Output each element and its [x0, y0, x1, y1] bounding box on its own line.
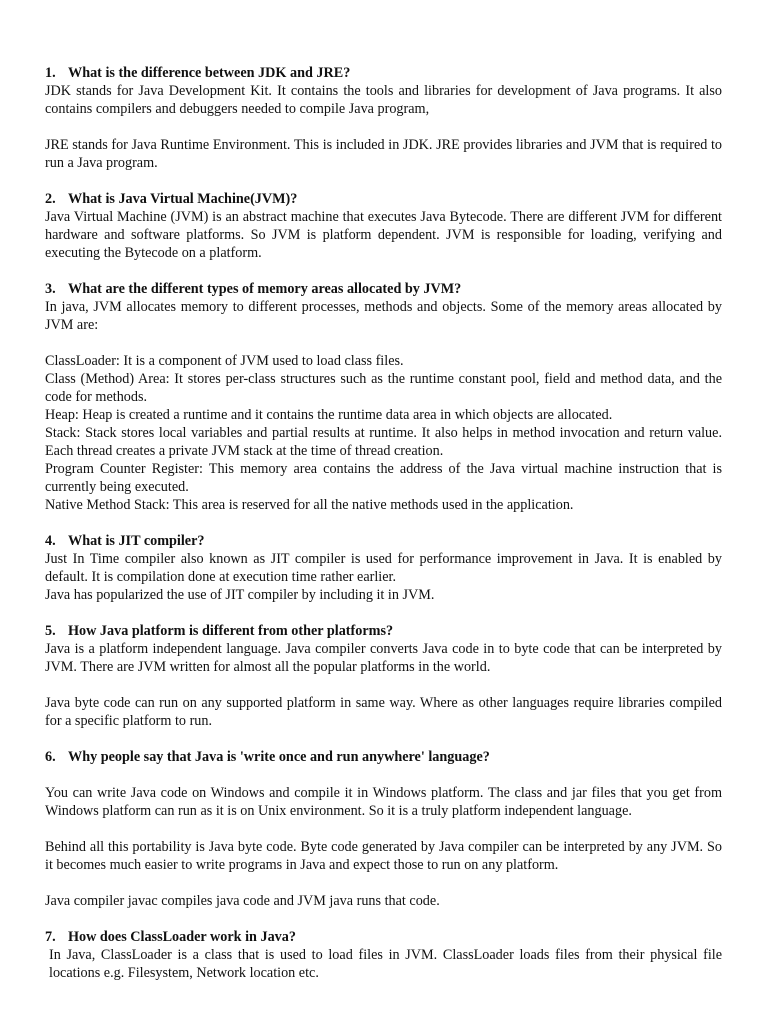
- question-heading: [45, 532, 722, 550]
- qa-section-7: [45, 928, 722, 982]
- question-number: 3.: [45, 281, 56, 297]
- question-text: What is JIT compiler?: [68, 533, 205, 549]
- question-heading: [45, 64, 722, 82]
- memory-area-item: Class (Method) Area: It stores per-class structures such as the runtime constant pool, field and method data, and the code for methods.: [45, 371, 722, 405]
- answer-paragraph: Just In Time compiler also known as JIT compiler is used for performance improvement in Java. It is enabled by default. It is compilation done at execution time rather earlier.: [45, 551, 722, 585]
- question-text: Why people say that Java is 'write once and run anywhere' language?: [68, 749, 490, 765]
- question-number: 7.: [45, 929, 56, 945]
- answer-paragraph: Java is a platform independent language. Java compiler converts Java code in to byte code that can be interpreted by JVM. There are JVM written for almost all the popular platforms in the world.: [45, 641, 722, 675]
- question-text: What is Java Virtual Machine(JVM)?: [68, 191, 298, 207]
- memory-area-item: ClassLoader: It is a component of JVM used to load class files.: [45, 353, 404, 369]
- answer-paragraph: JDK stands for Java Development Kit. It contains the tools and libraries for development of Java programs. It also contains compilers and debuggers needed to compile Java program,: [45, 83, 722, 117]
- answer-paragraph: Java Virtual Machine (JVM) is an abstract machine that executes Java Bytecode. There are different JVM for different hardware and software platforms. So JVM is platform dependent. JVM is responsible for loading, verifying and executing the Bytecode on a platform.: [45, 209, 722, 261]
- answer-paragraph: You can write Java code on Windows and compile it in Windows platform. The class and jar files that you get from Windows platform can run as it is on Unix environment. So it is a truly platform independent language.: [45, 785, 722, 819]
- question-heading: [45, 928, 722, 946]
- memory-area-item: Heap: Heap is created a runtime and it contains the runtime data area in which objects are allocated.: [45, 407, 613, 423]
- answer-paragraph: Java compiler javac compiles java code and JVM java runs that code.: [45, 893, 440, 909]
- qa-section-3: [45, 280, 722, 514]
- qa-section-1: [45, 64, 722, 172]
- qa-section-2: [45, 190, 722, 262]
- question-heading: [45, 280, 722, 298]
- question-heading: [45, 622, 722, 640]
- question-text: How does ClassLoader work in Java?: [68, 929, 296, 945]
- question-text: What are the different types of memory areas allocated by JVM?: [68, 281, 462, 297]
- question-number: 6.: [45, 749, 56, 765]
- answer-paragraph: JRE stands for Java Runtime Environment. This is included in JDK. JRE provides libraries and JVM that is required to run a Java program.: [45, 137, 722, 171]
- document-page: [45, 64, 722, 982]
- question-number: 2.: [45, 191, 56, 207]
- question-heading: [45, 748, 722, 766]
- memory-area-item: Native Method Stack: This area is reserved for all the native methods used in the application.: [45, 497, 574, 513]
- qa-section-4: [45, 532, 722, 604]
- qa-section-6: [45, 748, 722, 910]
- question-heading: [45, 190, 722, 208]
- question-text: What is the difference between JDK and JRE?: [68, 65, 351, 81]
- question-number: 5.: [45, 623, 56, 639]
- answer-paragraph: Java byte code can run on any supported platform in same way. Where as other languages require libraries compiled for a specific platform to run.: [45, 695, 722, 729]
- answer-paragraph: In java, JVM allocates memory to different processes, methods and objects. Some of the memory areas allocated by JVM are:: [45, 299, 722, 333]
- memory-area-item: Stack: Stack stores local variables and partial results at runtime. It also helps in method invocation and return value. Each thread creates a private JVM stack at the time of thread creation.: [45, 425, 722, 459]
- answer-paragraph: Java has popularized the use of JIT compiler by including it in JVM.: [45, 587, 435, 603]
- memory-area-item: Program Counter Register: This memory area contains the address of the Java virtual machine instruction that is currently being executed.: [45, 461, 722, 495]
- answer-paragraph: Behind all this portability is Java byte code. Byte code generated by Java compiler can be interpreted by any JVM. So it becomes much easier to write programs in Java and expect those to run on any platform.: [45, 839, 722, 873]
- qa-section-5: [45, 622, 722, 730]
- question-number: 4.: [45, 533, 56, 549]
- answer-paragraph: In Java, ClassLoader is a class that is used to load files in JVM. ClassLoader loads files from their physical file locations e.g. Filesystem, Network location etc.: [49, 947, 722, 981]
- question-number: 1.: [45, 65, 56, 81]
- question-text: How Java platform is different from other platforms?: [68, 623, 394, 639]
